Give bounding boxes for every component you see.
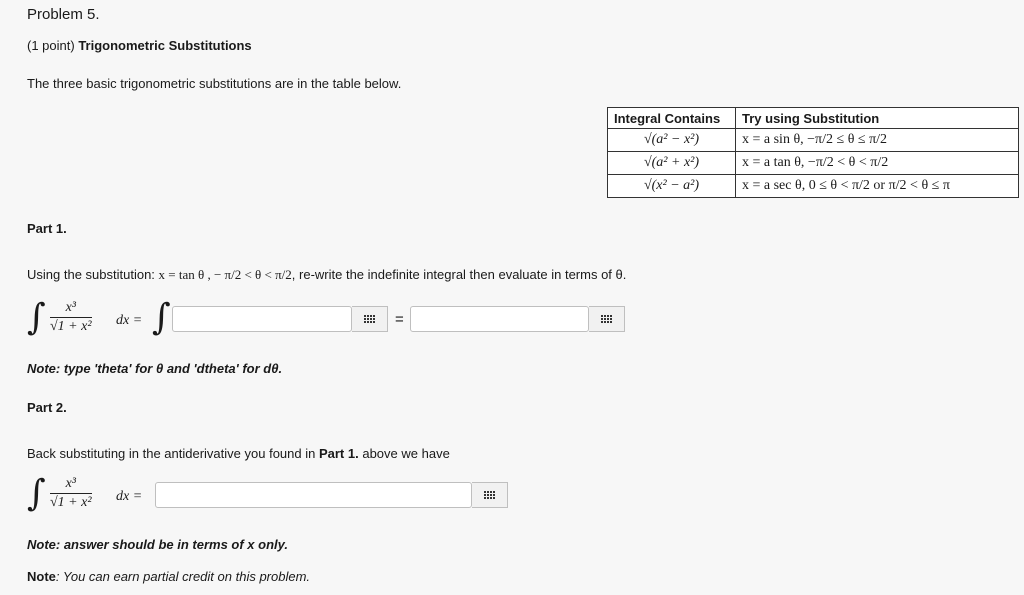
substitution-table	[607, 107, 1019, 198]
grid-icon	[484, 491, 495, 499]
part1-text-prefix: Using the substitution:	[27, 267, 155, 282]
part1-note: Note: type 'theta' for θ and 'dtheta' for dθ.	[27, 361, 283, 376]
table-cell: √(x² − a²)	[608, 175, 736, 198]
footer-note-label: Note	[27, 569, 56, 584]
table-cell: x = a tan θ, −π/2 < θ < π/2	[736, 152, 1019, 175]
table-header-row	[608, 108, 1019, 129]
table-cell: √(a² − x²)	[608, 129, 736, 152]
integral-sign: ∫	[27, 473, 46, 514]
points-label: (1 point)	[27, 38, 75, 53]
part1-answer-input-2[interactable]	[410, 306, 589, 332]
table-cell: x = a sin θ, −π/2 ≤ θ ≤ π/2	[736, 129, 1019, 152]
table-row	[608, 152, 1019, 175]
part2-text-suffix: above we have	[362, 446, 450, 461]
part2-answer-input[interactable]	[155, 482, 472, 508]
integrand-denominator: √1 + x²	[50, 319, 92, 334]
problem-title: Problem 5.	[27, 6, 100, 23]
integrand-fraction	[50, 476, 92, 511]
table-header: Integral Contains	[608, 108, 736, 129]
table-header: Try using Substitution	[736, 108, 1019, 129]
dx-equals: dx =	[116, 489, 143, 504]
part2-text-bold: Part 1.	[318, 446, 359, 461]
table-cell: x = a sec θ, 0 ≤ θ < π/2 or π/2 < θ ≤ π	[736, 175, 1019, 198]
part1-text-suffix: , re-write the indefinite integral then evaluate in terms of θ.	[291, 267, 627, 282]
grid-icon	[601, 315, 612, 323]
integrand-numerator: x³	[50, 300, 92, 318]
dx-equals: dx =	[116, 313, 143, 328]
table-row	[608, 129, 1019, 152]
part2-note: Note: answer should be in terms of x only.	[27, 537, 289, 552]
problem-header	[27, 38, 252, 53]
part2-text-prefix: Back substituting in the antiderivative you found in	[27, 446, 316, 461]
equals-sign: =	[395, 311, 404, 328]
table-row	[608, 175, 1019, 198]
equation-editor-button[interactable]	[589, 306, 625, 332]
footer-note	[27, 569, 310, 584]
part1-substitution: x = tan θ , − π/2 < θ < π/2	[158, 267, 292, 282]
integrand-numerator: x³	[50, 476, 92, 494]
part2-title: Part 2.	[27, 400, 67, 415]
footer-note-text: : You can earn partial credit on this problem.	[55, 569, 311, 584]
integral-sign: ∫	[152, 297, 171, 338]
grid-icon	[364, 315, 375, 323]
part1-instructions	[27, 267, 626, 283]
equation-editor-button[interactable]	[472, 482, 508, 508]
part1-answer-input-1[interactable]	[172, 306, 352, 332]
part1-title: Part 1.	[27, 221, 67, 236]
table-cell: √(a² + x²)	[608, 152, 736, 175]
intro-text: The three basic trigonometric substitutions are in the table below.	[27, 76, 402, 91]
integrand-fraction	[50, 300, 92, 335]
equation-editor-button[interactable]	[352, 306, 388, 332]
integral-sign: ∫	[27, 297, 46, 338]
problem-name: Trigonometric Substitutions	[78, 38, 252, 53]
part2-instructions	[27, 446, 450, 461]
integrand-denominator: √1 + x²	[50, 495, 92, 510]
